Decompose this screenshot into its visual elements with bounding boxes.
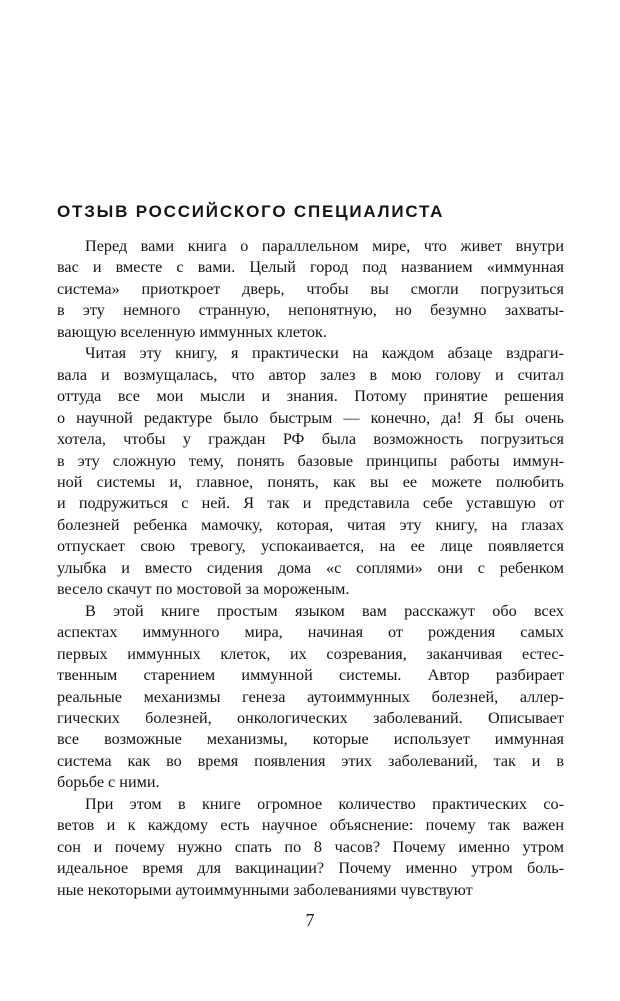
text-line: борьбе с ними. (57, 773, 160, 792)
text-line: болезней ребенка мамочку, которая, читая эту книгу, на глазах (57, 515, 564, 534)
page-number: 7 (305, 910, 315, 930)
text-line: ные некоторыми аутоиммунными заболеваниями чувствуют (57, 880, 473, 899)
text-line: первых иммунных клеток, их созревания, заканчивая естес- (57, 644, 564, 663)
text-line: и подружиться с ней. Я так и представила себе уставшую от (57, 494, 564, 513)
text-line: вас и вместе с вами. Целый город под названием «иммунная (57, 258, 564, 277)
text-line: аспектах иммунного мира, начиная от рождения самых (57, 623, 564, 642)
text-line: хотела, чтобы у граждан РФ была возможность погрузиться (57, 430, 564, 449)
text-line: улыбка и вместо сидения дома «с соплями» они с ребенком (57, 558, 564, 577)
text-line: Читая эту книгу, я практически на каждом абзаце вздраги- (85, 344, 564, 363)
text-line: все возможные механизмы, которые использует иммунная (57, 730, 564, 749)
text-line: о научной редактуре было быстрым — конечно, да! Я бы очень (57, 408, 564, 427)
text-line: система как во время появления этих заболеваний, так и в (57, 751, 564, 770)
text-line: ной системы и, главное, понять, как вы ее можете полюбить (57, 472, 564, 491)
body-text (57, 236, 564, 901)
text-line: весело скачут по мостовой за мороженым. (57, 580, 350, 599)
text-line: вающую вселенную иммунных клеток. (57, 322, 327, 341)
text-line: в эту немного странную, непонятную, но безумно захваты- (57, 301, 564, 320)
text-line: гических болезней, онкологических заболеваний. Описывает (57, 708, 564, 727)
text-line: в эту сложную тему, понять базовые принципы работы иммун- (57, 451, 564, 470)
text-line: идеальное время для вакцинации? Почему именно утром боль- (57, 859, 564, 878)
text-line: При этом в книге огромное количество практических со- (85, 794, 564, 813)
text-line: система» приоткроет дверь, чтобы вы смогли погрузиться (57, 279, 564, 298)
text-line: вала и возмущалась, что автор залез в мою голову и считал (57, 365, 564, 384)
text-line: оттуда все мои мысли и знания. Потому принятие решения (57, 387, 564, 406)
text-line: твенным старением иммунной системы. Автор разбирает (57, 666, 564, 685)
text-line: сон и почему нужно спать по 8 часов? Почему именно утром (57, 837, 564, 856)
page-heading: ОТЗЫВ РОССИЙСКОГО СПЕЦИАЛИСТА (57, 202, 445, 222)
text-line: В этой книге простым языком вам расскажут обо всех (85, 601, 564, 620)
text-line: ветов и к каждому есть научное объяснение: почему так важен (57, 816, 564, 835)
text-line: Перед вами книга о параллельном мире, что живет внутри (85, 237, 564, 255)
text-line: реальные механизмы генеза аутоиммунных болезней, аллер- (57, 687, 564, 706)
text-line: отпускает свою тревогу, успокаивается, на ее лице появляется (57, 537, 564, 556)
